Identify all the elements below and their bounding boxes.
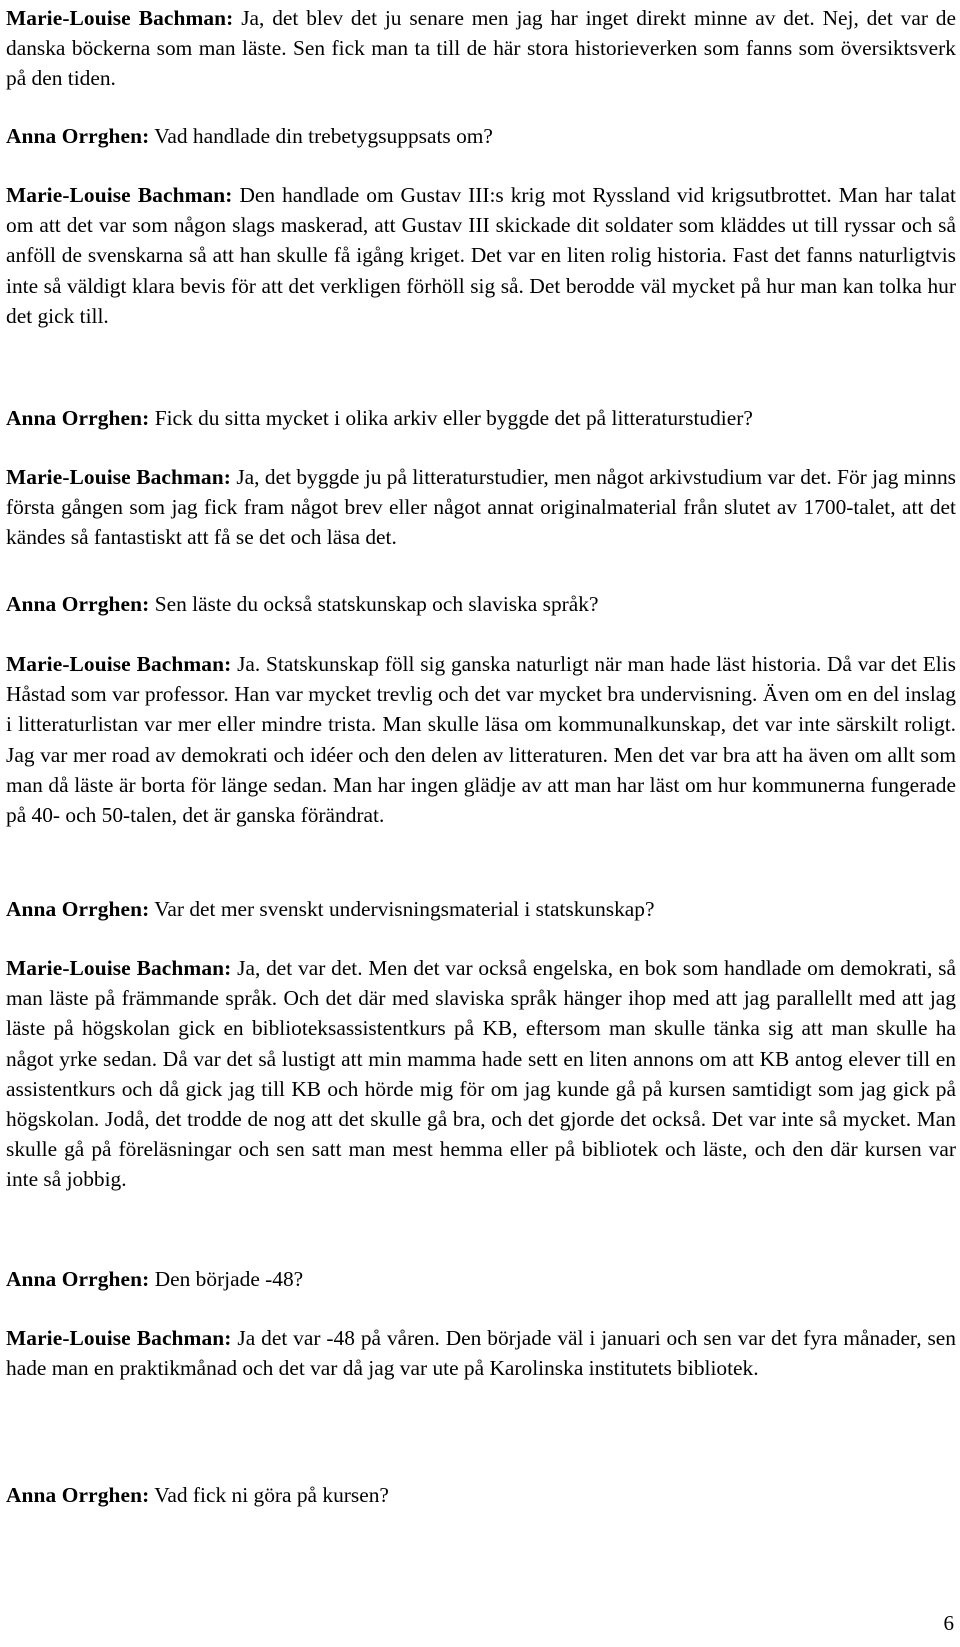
- turn-text: Ja, det var det. Men det var också engelska, en bok som handlade om demokrati, så man läste på främmande språk. Och det där med slaviska språk hänger ihop med att jag parallellt med att jag läste på högskolan gick en biblioteksassistentkurs på KB, eftersom man skulle tänka sig att man skulle ha något yrke sedan. Då var det så lustigt att min mamma hade sett en liten annons om att KB antog elever till en assistentkurs och då gick jag till KB och hörde mig för om jag kunde gå på kursen samtidigt som jag gick på högskolan. Jodå, det trodde de nog att det skulle gå bra, och det gjorde det också. Det var inte så mycket. Man skulle gå på föreläsningar och sen satt man mest hemma eller på bibliotek och läste, och den där kursen var inte så jobbig.: [6, 956, 956, 1192]
- turn-text: Fick du sitta mycket i olika arkiv eller byggde det på litteraturstudier?: [154, 406, 753, 430]
- speaker-label: Marie-Louise Bachman:: [6, 6, 234, 30]
- speaker-label: Anna Orrghen:: [6, 897, 150, 921]
- turn-text: Sen läste du också statskunskap och slaviska språk?: [154, 592, 599, 616]
- turn-text: Ja, det blev det ju senare men jag har inget direkt minne av det. Nej, det var de danska böckerna som man läste. Sen fick man ta till de här stora historieverken som fanns som översiktsverk på den tiden.: [6, 6, 956, 91]
- turn: [6, 894, 956, 924]
- speaker-label: Marie-Louise Bachman:: [6, 465, 231, 489]
- turn: [6, 589, 956, 619]
- turn: [6, 462, 956, 553]
- turn: [6, 121, 956, 151]
- turn: [6, 180, 956, 331]
- speaker-label: Marie-Louise Bachman:: [6, 183, 233, 207]
- speaker-label: Anna Orrghen:: [6, 1267, 150, 1291]
- speaker-label: Anna Orrghen:: [6, 406, 150, 430]
- turn: [6, 953, 956, 1195]
- speaker-label: Anna Orrghen:: [6, 592, 150, 616]
- speaker-label: Marie-Louise Bachman:: [6, 652, 232, 676]
- turn-text: Vad fick ni göra på kursen?: [154, 1483, 389, 1507]
- turn-text: Vad handlade din trebetygsuppsats om?: [154, 124, 493, 148]
- turn-text: Ja. Statskunskap föll sig ganska naturligt när man hade läst historia. Då var det Elis Håstad som var professor. Han var mycket trevlig och det var mycket bra undervisning. Även om en del inslag i litteraturlistan var mer eller mindre trista. Man skulle läsa om kommunalkunskap, det var inte särskilt roligt. Jag var mer road av demokrati och idéer och den delen av litteraturen. Men det var bra att ha även om allt som man då läste är borta för länge sedan. Man har ingen glädje av att man har läst om hur kommunerna fungerade på 40- och 50-talen, det är ganska förändrat.: [6, 652, 956, 828]
- turn: [6, 1323, 956, 1383]
- turn-text: Den handlade om Gustav III:s krig mot Ryssland vid krigsutbrottet. Man har talat om att det var som någon slags maskerad, att Gustav III skickade dit soldater som kläddes ut till ryssar och så anföll de svenskarna så att han skulle få igång kriget. Det var en liten rolig historia. Fast det fanns naturligtvis inte så väldigt klara bevis för att det verkligen förhöll sig så. Det berodde väl mycket på hur man kan tolka hur det gick till.: [6, 183, 956, 328]
- speaker-label: Anna Orrghen:: [6, 1483, 150, 1507]
- turn: [6, 1264, 956, 1294]
- turn-text: Ja, det byggde ju på litteraturstudier, men något arkivstudium var det. För jag minns första gången som jag fick fram något brev eller något annat originalmaterial från slutet av 1700-talet, att det kändes så fantastiskt att få se det och läsa det.: [6, 465, 956, 550]
- turn: [6, 649, 956, 830]
- turn: [6, 1480, 956, 1510]
- page-number: 6: [943, 1611, 954, 1635]
- speaker-label: Marie-Louise Bachman:: [6, 1326, 232, 1350]
- speaker-label: Anna Orrghen:: [6, 124, 150, 148]
- turn-text: Ja det var -48 på våren. Den började väl i januari och sen var det fyra månader, sen hade man en praktikmånad och det var då jag var ute på Karolinska institutets bibliotek.: [6, 1326, 956, 1381]
- speaker-label: Marie-Louise Bachman:: [6, 956, 232, 980]
- turn-text: Var det mer svenskt undervisningsmaterial i statskunskap?: [154, 897, 655, 921]
- turn: [6, 3, 956, 94]
- turn-text: Den började -48?: [154, 1267, 304, 1291]
- turn: [6, 403, 956, 433]
